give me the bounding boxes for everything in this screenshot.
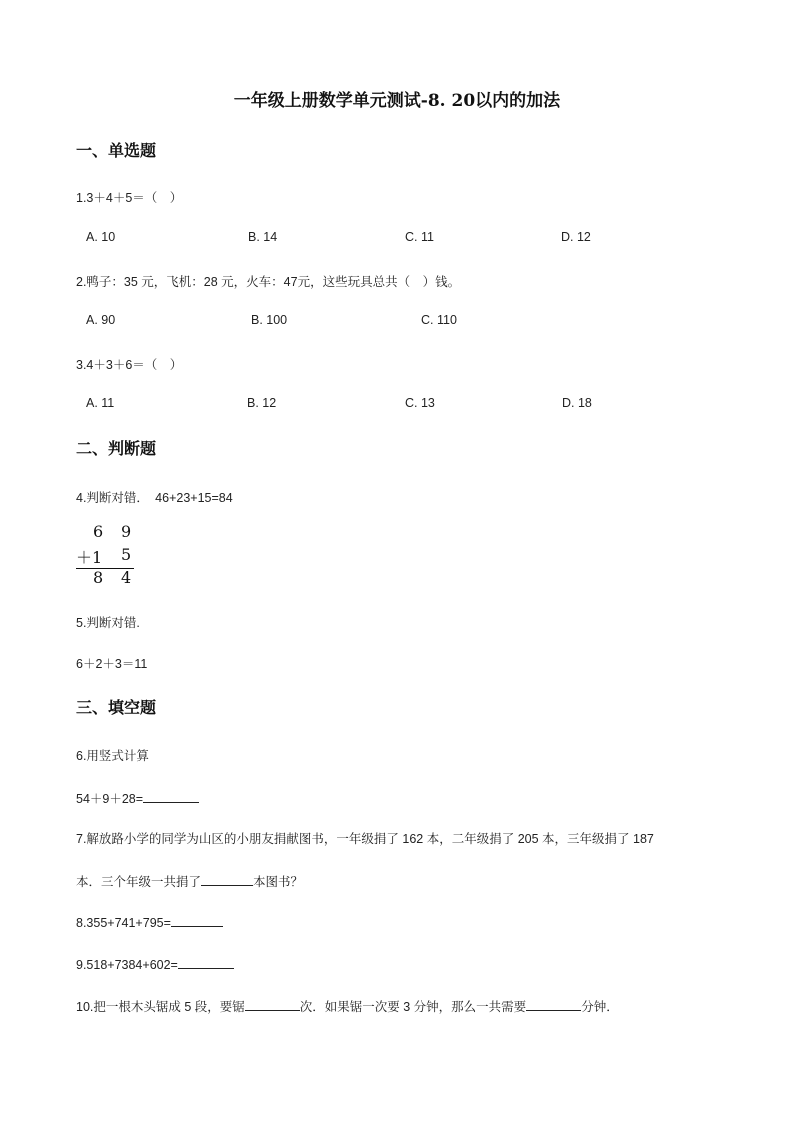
vertical-row2-ones: 5: [121, 545, 132, 564]
q2-option-c: C. 110: [421, 313, 457, 327]
answer-blank-q9[interactable]: [178, 954, 234, 969]
q1-option-b: B. 14: [248, 230, 278, 244]
q1-option-a: A. 10: [86, 230, 116, 244]
question-6: 6.用竖式计算: [76, 749, 149, 763]
question-8-expression: 8.355+741+795=: [76, 916, 171, 930]
section-heading-true-false: 二、判断题: [76, 439, 157, 458]
question-6-expression: 54＋9＋28=: [76, 792, 144, 806]
question-10: [76, 996, 619, 1015]
q2-option-b: B. 100: [251, 313, 288, 327]
q3-option-d: D. 18: [562, 396, 592, 410]
question-5-expression: 6＋2＋3＝11: [76, 657, 148, 671]
q3-option-c: C. 13: [405, 396, 435, 410]
answer-blank-q10-a[interactable]: [245, 996, 300, 1011]
vertical-row2-tens: ＋1: [76, 548, 103, 567]
question-1: 1.3＋4＋5＝（ ）: [76, 191, 183, 205]
vertical-row3-tens: 8: [93, 568, 104, 587]
question-2: 2.鸭子：35 元，飞机：28 元，火车：47元，这些玩具总共（ ）钱。: [76, 275, 461, 289]
answer-blank-q7[interactable]: [201, 871, 253, 886]
vertical-row1-tens: 6: [93, 522, 104, 541]
q2-option-a: A. 90: [86, 313, 116, 327]
question-10-text-b: 次．如果锯一次要 3 分钟，那么一共需要: [299, 1000, 527, 1014]
answer-blank-q8[interactable]: [171, 912, 223, 927]
vertical-addition: [76, 522, 140, 591]
answer-blank-q10-b[interactable]: [526, 996, 581, 1011]
question-4: 4.判断对错． 46+23+15=84: [76, 491, 233, 505]
question-8: [76, 912, 223, 930]
question-10-text-a: 10.把一根木头锯成 5 段，要锯: [76, 1000, 245, 1014]
answer-blank-q6[interactable]: [143, 788, 199, 803]
question-9: [76, 954, 234, 972]
q1-option-c: C. 11: [405, 230, 434, 244]
question-9-expression: 9.518+7384+602=: [76, 958, 178, 972]
q3-option-a: A. 11: [86, 396, 115, 410]
question-7-line1: 7.解放路小学的同学为山区的小朋友捐献图书，一年级捐了 162 本，二年级捐了 205 本，三年级捐了 187: [76, 832, 654, 846]
question-5: 5.判断对错.: [76, 616, 140, 630]
page-title: 一年级上册数学单元测试-8. 20以内的加法: [233, 91, 561, 111]
q3-option-b: B. 12: [247, 396, 277, 410]
vertical-row3-ones: 4: [121, 568, 132, 587]
question-7-text-b: 本图书？: [253, 875, 304, 889]
question-10-text-c: 分钟．: [581, 1000, 619, 1014]
question-3: 3.4＋3＋6＝（ ）: [76, 358, 183, 372]
vertical-row1-ones: 9: [121, 522, 132, 541]
question-6-line: [76, 788, 199, 807]
section-heading-fill-blank: 三、填空题: [76, 698, 157, 717]
question-7-line2: [76, 871, 303, 890]
section-heading-single-choice: 一、单选题: [76, 141, 157, 160]
question-7-text-a: 本．三个年级一共捐了: [76, 875, 202, 889]
q1-option-d: D. 12: [561, 230, 591, 244]
